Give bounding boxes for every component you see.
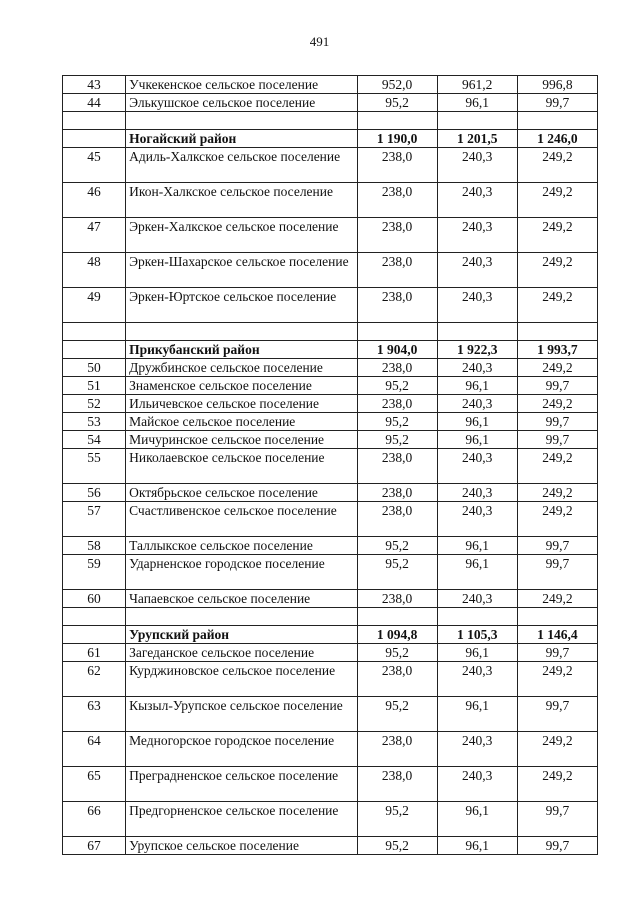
settlement-name: Преградненское сельское поселение <box>126 767 357 802</box>
district-total-row <box>63 626 598 644</box>
row-number-cell: 43 <box>63 76 126 94</box>
value-1-cell: 95,2 <box>357 644 437 662</box>
value-3-cell: 249,2 <box>517 662 597 697</box>
row-number-cell <box>63 130 126 148</box>
settlement-name: Эркен-Юртское сельское поселение <box>126 288 357 323</box>
settlement-name: Адиль-Халкское сельское поселение <box>126 148 357 183</box>
value-1-cell: 238,0 <box>357 183 437 218</box>
row-number-cell: 64 <box>63 732 126 767</box>
value-2-cell: 96,1 <box>437 94 517 112</box>
value-1-cell: 238,0 <box>357 590 437 608</box>
value-2-cell: 96,1 <box>437 644 517 662</box>
row-number-cell: 67 <box>63 837 126 855</box>
budget-table <box>62 75 598 855</box>
value-1-cell: 238,0 <box>357 502 437 537</box>
table-row <box>63 484 598 502</box>
value-2-cell: 240,3 <box>437 183 517 218</box>
value-1-cell: 1 904,0 <box>357 341 437 359</box>
settlement-name: Эркен-Халкское сельское поселение <box>126 218 357 253</box>
table-row <box>63 644 598 662</box>
table-row <box>63 183 598 218</box>
value-1-cell: 95,2 <box>357 555 437 590</box>
table-row <box>63 288 598 323</box>
settlement-name: Дружбинское сельское поселение <box>126 359 357 377</box>
row-number-cell: 47 <box>63 218 126 253</box>
value-1-cell: 95,2 <box>357 802 437 837</box>
value-3-cell: 249,2 <box>517 253 597 288</box>
settlement-name: Эркен-Шахарское сельское поселение <box>126 253 357 288</box>
settlement-name: Ударненское городское поселение <box>126 555 357 590</box>
value-2-cell: 96,1 <box>437 431 517 449</box>
table-row <box>63 359 598 377</box>
row-number-cell: 49 <box>63 288 126 323</box>
value-1-cell: 95,2 <box>357 697 437 732</box>
value-2-cell: 1 105,3 <box>437 626 517 644</box>
table-row <box>63 502 598 537</box>
row-number-cell: 50 <box>63 359 126 377</box>
blank-row <box>63 323 598 341</box>
table-row <box>63 555 598 590</box>
row-number-cell: 53 <box>63 413 126 431</box>
district-name: Урупский район <box>126 626 357 644</box>
table-row <box>63 662 598 697</box>
value-1-cell: 238,0 <box>357 732 437 767</box>
row-number-cell: 56 <box>63 484 126 502</box>
settlement-name: Майское сельское поселение <box>126 413 357 431</box>
value-2-cell: 96,1 <box>437 537 517 555</box>
value-1-cell: 238,0 <box>357 253 437 288</box>
settlement-name: Николаевское сельское поселение <box>126 449 357 484</box>
settlement-name: Кызыл-Урупское сельское поселение <box>126 697 357 732</box>
empty-cell <box>126 608 357 626</box>
row-number-cell: 63 <box>63 697 126 732</box>
value-2-cell: 96,1 <box>437 802 517 837</box>
row-number-cell: 45 <box>63 148 126 183</box>
value-2-cell: 961,2 <box>437 76 517 94</box>
row-number-cell: 55 <box>63 449 126 484</box>
value-2-cell: 240,3 <box>437 253 517 288</box>
settlement-name: Мичуринское сельское поселение <box>126 431 357 449</box>
row-number-cell <box>63 341 126 359</box>
value-1-cell: 238,0 <box>357 148 437 183</box>
row-number-cell: 62 <box>63 662 126 697</box>
value-3-cell: 996,8 <box>517 76 597 94</box>
empty-cell <box>517 112 597 130</box>
table-row <box>63 431 598 449</box>
value-1-cell: 238,0 <box>357 288 437 323</box>
value-3-cell: 99,7 <box>517 644 597 662</box>
row-number-cell: 58 <box>63 537 126 555</box>
value-3-cell: 1 146,4 <box>517 626 597 644</box>
district-name: Ногайский район <box>126 130 357 148</box>
value-2-cell: 1 922,3 <box>437 341 517 359</box>
value-3-cell: 99,7 <box>517 697 597 732</box>
value-1-cell: 95,2 <box>357 413 437 431</box>
empty-cell <box>437 608 517 626</box>
table-row <box>63 537 598 555</box>
settlement-name: Знаменское сельское поселение <box>126 377 357 395</box>
row-number-cell: 52 <box>63 395 126 413</box>
value-2-cell: 240,3 <box>437 732 517 767</box>
empty-cell <box>126 112 357 130</box>
row-number-cell: 57 <box>63 502 126 537</box>
value-1-cell: 1 094,8 <box>357 626 437 644</box>
row-number-cell: 51 <box>63 377 126 395</box>
empty-cell <box>517 608 597 626</box>
value-1-cell: 952,0 <box>357 76 437 94</box>
value-3-cell: 1 246,0 <box>517 130 597 148</box>
value-3-cell: 99,7 <box>517 431 597 449</box>
value-1-cell: 238,0 <box>357 359 437 377</box>
value-3-cell: 249,2 <box>517 148 597 183</box>
blank-row <box>63 608 598 626</box>
value-2-cell: 240,3 <box>437 148 517 183</box>
table-row <box>63 148 598 183</box>
row-number-cell: 48 <box>63 253 126 288</box>
row-number-cell: 60 <box>63 590 126 608</box>
value-2-cell: 240,3 <box>437 590 517 608</box>
value-3-cell: 249,2 <box>517 590 597 608</box>
value-3-cell: 249,2 <box>517 502 597 537</box>
value-2-cell: 240,3 <box>437 359 517 377</box>
table-row <box>63 253 598 288</box>
value-1-cell: 238,0 <box>357 767 437 802</box>
value-2-cell: 240,3 <box>437 395 517 413</box>
table-row <box>63 697 598 732</box>
empty-cell <box>63 112 126 130</box>
row-number-cell: 59 <box>63 555 126 590</box>
settlement-name: Курджиновское сельское поселение <box>126 662 357 697</box>
empty-cell <box>126 323 357 341</box>
blank-row <box>63 112 598 130</box>
value-2-cell: 240,3 <box>437 449 517 484</box>
settlement-name: Счастливенское сельское поселение <box>126 502 357 537</box>
value-3-cell: 99,7 <box>517 377 597 395</box>
empty-cell <box>357 112 437 130</box>
table-row <box>63 802 598 837</box>
table-row <box>63 218 598 253</box>
value-3-cell: 99,7 <box>517 413 597 431</box>
value-1-cell: 238,0 <box>357 218 437 253</box>
settlement-name: Октябрьское сельское поселение <box>126 484 357 502</box>
empty-cell <box>437 323 517 341</box>
table-row <box>63 449 598 484</box>
row-number-cell: 61 <box>63 644 126 662</box>
value-1-cell: 95,2 <box>357 94 437 112</box>
settlement-name: Загеданское сельское поселение <box>126 644 357 662</box>
table-row <box>63 732 598 767</box>
settlement-name: Икон-Халкское сельское поселение <box>126 183 357 218</box>
value-1-cell: 95,2 <box>357 837 437 855</box>
value-2-cell: 240,3 <box>437 288 517 323</box>
row-number-cell: 46 <box>63 183 126 218</box>
table-row <box>63 377 598 395</box>
value-2-cell: 240,3 <box>437 662 517 697</box>
value-2-cell: 240,3 <box>437 767 517 802</box>
settlement-name: Ильичевское сельское поселение <box>126 395 357 413</box>
value-2-cell: 96,1 <box>437 377 517 395</box>
value-3-cell: 249,2 <box>517 767 597 802</box>
row-number-cell: 54 <box>63 431 126 449</box>
value-3-cell: 249,2 <box>517 218 597 253</box>
empty-cell <box>357 608 437 626</box>
value-1-cell: 238,0 <box>357 395 437 413</box>
settlement-name: Предгорненское сельское поселение <box>126 802 357 837</box>
settlement-name: Медногорское городское поселение <box>126 732 357 767</box>
district-name: Прикубанский район <box>126 341 357 359</box>
value-3-cell: 249,2 <box>517 183 597 218</box>
table-row <box>63 76 598 94</box>
table-row <box>63 767 598 802</box>
empty-cell <box>63 323 126 341</box>
table-row <box>63 413 598 431</box>
value-3-cell: 249,2 <box>517 359 597 377</box>
row-number-cell: 66 <box>63 802 126 837</box>
value-2-cell: 240,3 <box>437 218 517 253</box>
value-3-cell: 99,7 <box>517 802 597 837</box>
value-2-cell: 96,1 <box>437 697 517 732</box>
empty-cell <box>357 323 437 341</box>
value-3-cell: 99,7 <box>517 94 597 112</box>
value-3-cell: 249,2 <box>517 484 597 502</box>
value-2-cell: 96,1 <box>437 555 517 590</box>
settlement-name: Учкекенское сельское поселение <box>126 76 357 94</box>
value-2-cell: 240,3 <box>437 502 517 537</box>
settlement-name: Урупское сельское поселение <box>126 837 357 855</box>
empty-cell <box>63 608 126 626</box>
empty-cell <box>437 112 517 130</box>
value-3-cell: 1 993,7 <box>517 341 597 359</box>
value-2-cell: 240,3 <box>437 484 517 502</box>
table-body <box>63 76 598 855</box>
table-row <box>63 94 598 112</box>
value-1-cell: 95,2 <box>357 431 437 449</box>
table-row <box>63 837 598 855</box>
value-3-cell: 249,2 <box>517 449 597 484</box>
value-1-cell: 238,0 <box>357 449 437 484</box>
value-2-cell: 96,1 <box>437 837 517 855</box>
district-total-row <box>63 341 598 359</box>
value-3-cell: 249,2 <box>517 395 597 413</box>
value-3-cell: 249,2 <box>517 288 597 323</box>
row-number-cell <box>63 626 126 644</box>
page-number: 491 <box>309 34 330 49</box>
value-1-cell: 238,0 <box>357 662 437 697</box>
table-row <box>63 395 598 413</box>
district-total-row <box>63 130 598 148</box>
row-number-cell: 65 <box>63 767 126 802</box>
value-3-cell: 99,7 <box>517 555 597 590</box>
value-3-cell: 99,7 <box>517 537 597 555</box>
value-1-cell: 95,2 <box>357 377 437 395</box>
value-1-cell: 1 190,0 <box>357 130 437 148</box>
row-number-cell: 44 <box>63 94 126 112</box>
value-1-cell: 95,2 <box>357 537 437 555</box>
settlement-name: Таллыкское сельское поселение <box>126 537 357 555</box>
settlement-name: Элькушское сельское поселение <box>126 94 357 112</box>
value-2-cell: 96,1 <box>437 413 517 431</box>
table-row <box>63 590 598 608</box>
settlement-name: Чапаевское сельское поселение <box>126 590 357 608</box>
value-1-cell: 238,0 <box>357 484 437 502</box>
empty-cell <box>517 323 597 341</box>
value-2-cell: 1 201,5 <box>437 130 517 148</box>
value-3-cell: 99,7 <box>517 837 597 855</box>
value-3-cell: 249,2 <box>517 732 597 767</box>
